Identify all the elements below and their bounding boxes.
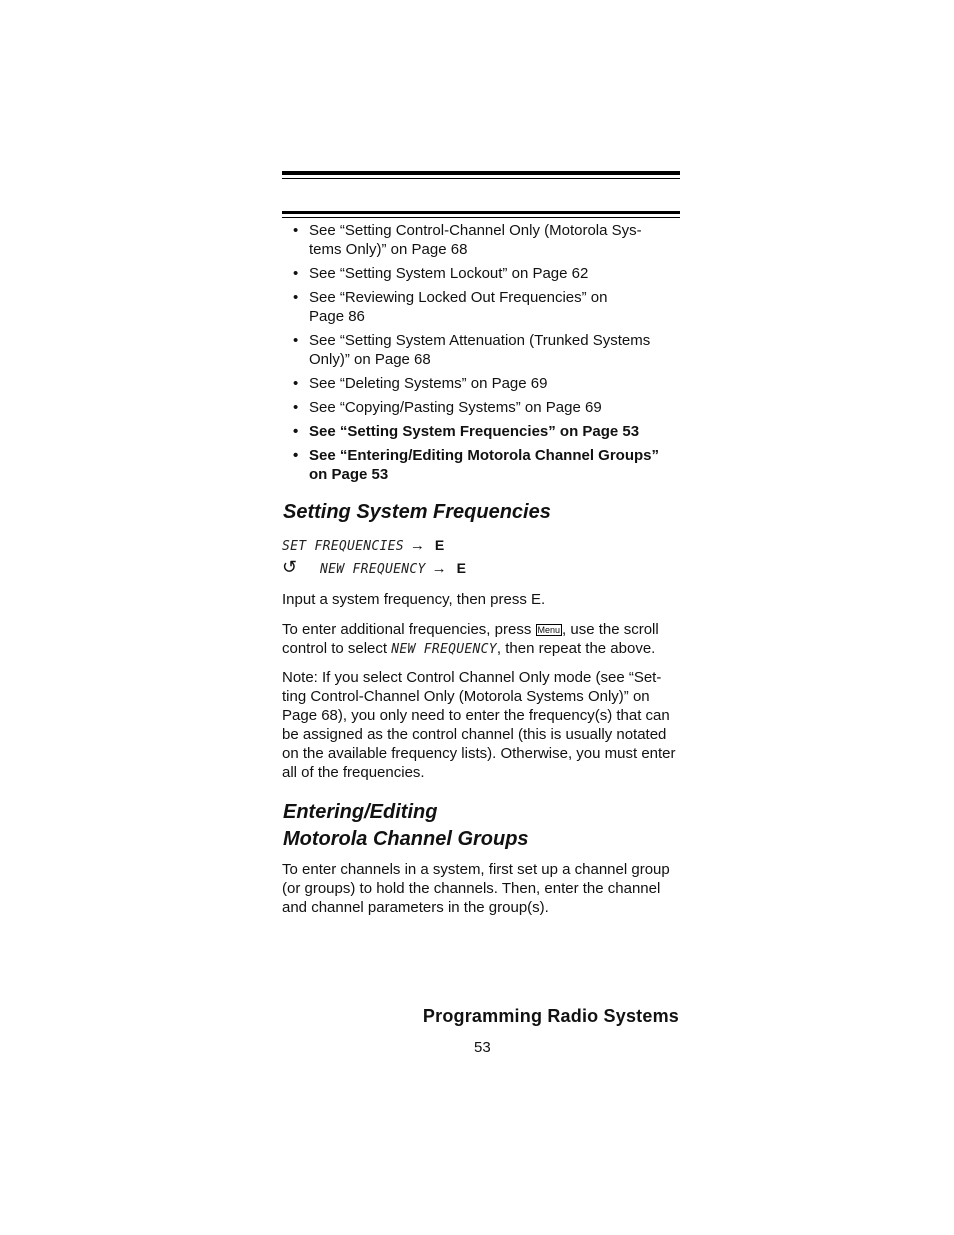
list-item: • See “Copying/Pasting Systems” on Page 69 (293, 399, 602, 416)
menu-key-icon: Menu (537, 625, 561, 635)
arrow-right-icon: → (409, 537, 425, 554)
section-rule-thick (282, 211, 680, 214)
scroll-control-icon: ↺ (282, 557, 298, 577)
section-heading: Setting System Frequencies (283, 501, 551, 523)
arrow-right-icon: → (431, 560, 447, 577)
instruction-text: Input a system frequency, then press E. (282, 591, 546, 608)
list-item: • See “Setting Control-Channel Only (Motorola Sys- tems Only)” on Page 68 (293, 222, 642, 258)
list-item: • See “Reviewing Locked Out Frequencies” on Page 86 (293, 289, 608, 325)
list-item: • See “Setting System Lockout” on Page 62 (293, 265, 589, 282)
list-item: • See “Setting System Frequencies” on Page 53 (293, 423, 640, 440)
instruction-text: To enter additional frequencies, press Menu , use the scroll control to select NEW FREQUENCY, then repeat the above. (282, 621, 659, 657)
key-label: E (456, 560, 466, 576)
header-rule-thick (282, 171, 680, 175)
chapter-title: Programming Radio Systems (422, 1006, 679, 1026)
body-text: To enter channels in a system, first set up a channel group (or groups) to hold the channels. Then, enter the channel and channel parameters in the group(s). (282, 861, 670, 916)
list-item: • See “Entering/Editing Motorola Channel Groups” on Page 53 (293, 447, 660, 483)
menu-path-line-2 (282, 557, 466, 580)
cross-reference-list (282, 221, 682, 489)
list-item: • See “Deleting Systems” on Page 69 (293, 375, 548, 392)
lcd-text: NEW FREQUENCY (320, 562, 426, 577)
section-heading: Motorola Channel Groups (283, 828, 529, 850)
lcd-text: SET FREQUENCIES (282, 539, 404, 554)
key-label: E (434, 537, 445, 553)
menu-path-line-1 (282, 535, 444, 557)
list-item: • See “Setting System Attenuation (Trunked Systems Only)” on Page 68 (293, 332, 651, 368)
section-heading: Entering/Editing (283, 801, 438, 823)
page-number: 53 (474, 1039, 491, 1056)
section-rule-thin (282, 217, 680, 218)
header-rule-thin (282, 178, 680, 179)
note-text: Note: If you select Control Channel Only mode (see “Set-ting Control-Channel Only (Motorola Systems Only)” on Page 68), you only need to enter the frequency(s) that can be assigned as the control channel (this is usually notated on the available frequency lists). Otherwise, you must enter all of the frequencies. (282, 669, 676, 781)
lcd-text: NEW FREQUENCY (391, 642, 497, 657)
